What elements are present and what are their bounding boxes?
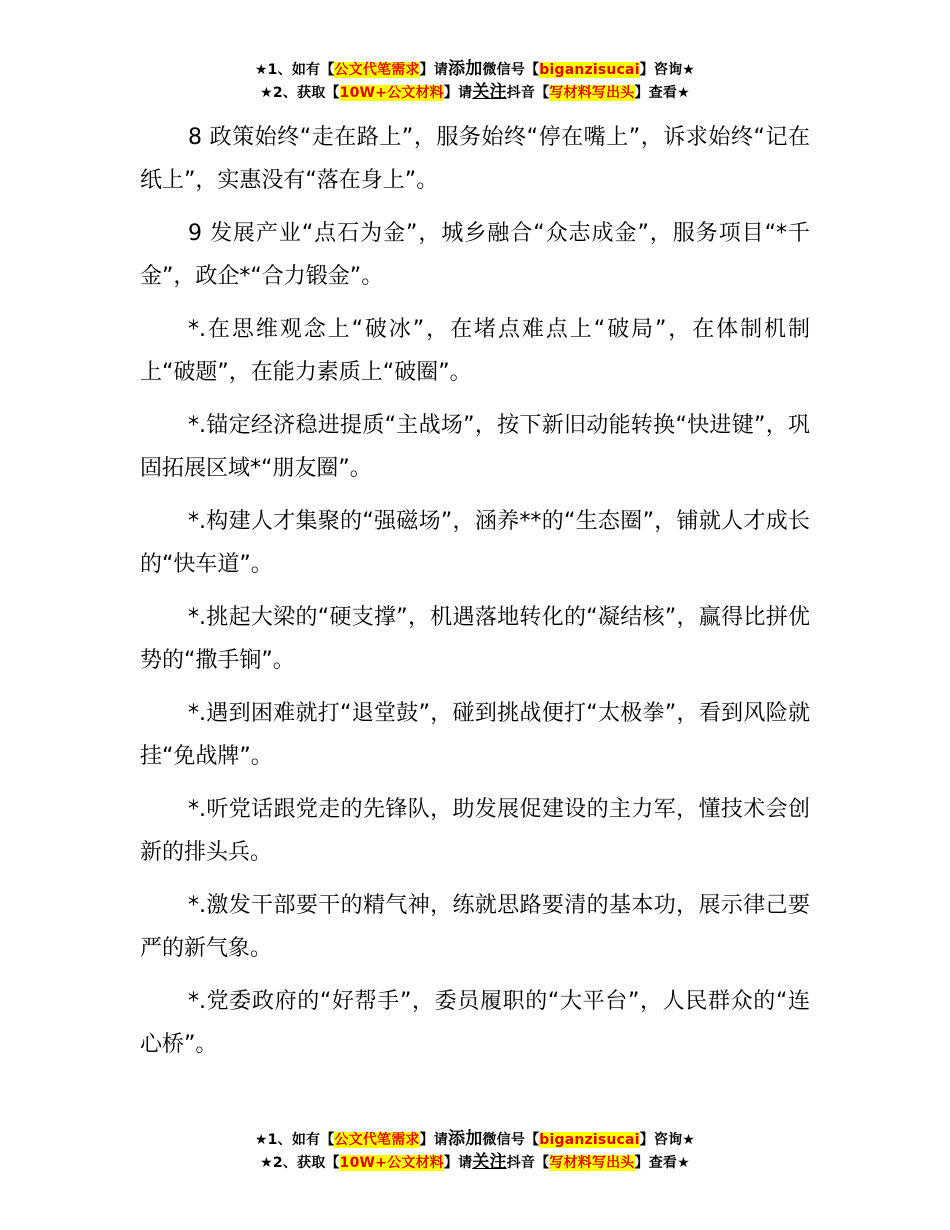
paragraph: 8 政策始终“走在路上”，服务始终“停在嘴上”，诉求始终“记在纸上”，实惠没有“落在身上”。 <box>140 125 810 193</box>
promo-line-1 <box>0 58 950 81</box>
promo-line-2 <box>0 1151 950 1174</box>
promo-highlight: 公文代笔需求 <box>334 1132 420 1148</box>
promo-text: ★1、如有【 <box>254 62 335 78</box>
footer-promo-banner <box>0 1128 950 1174</box>
promo-text: 】请 <box>419 62 449 78</box>
paragraph: 9 发展产业“点石为金”，城乡融合“众志成金”，服务项目“*千金”，政企*“合力锻金”。 <box>140 221 810 289</box>
promo-text: 】请 <box>443 85 473 101</box>
paragraph: *.构建人才集聚的“强磁场”，涵养**的“生态圈”，铺就人才成长的“快车道”。 <box>140 509 810 577</box>
promo-highlight-wechat-id: biganzisucai <box>539 1132 640 1148</box>
paragraph: *.锚定经济稳进提质“主战场”，按下新旧动能转换“快进键”，巩固拓展区域*“朋友圈”。 <box>140 413 810 481</box>
promo-emphasis: 关注 <box>472 1152 507 1172</box>
promo-highlight-douyin-id: 写材料写出头 <box>549 1155 635 1171</box>
paragraph: *.听党话跟党走的先锋队，助发展促建设的主力军，懂技术会创新的排头兵。 <box>140 797 810 865</box>
promo-line-2 <box>0 81 950 104</box>
promo-text: ★2、获取【 <box>260 85 340 101</box>
promo-text: 】查看★ <box>634 1155 690 1171</box>
promo-text: 微信号【 <box>482 1132 540 1148</box>
promo-emphasis: 关注 <box>472 82 507 102</box>
promo-text: 】咨询★ <box>639 62 696 78</box>
promo-highlight: 10W+公文材料 <box>339 85 444 101</box>
paragraph: *.激发干部要干的精气神，练就思路要清的基本功，展示律己要严的新气象。 <box>140 893 810 961</box>
paragraph: *.遇到困难就打“退堂鼓”，碰到挑战便打“太极拳”，看到风险就挂“免战牌”。 <box>140 701 810 769</box>
document-body <box>140 116 810 1076</box>
promo-emphasis: 添加 <box>448 59 483 79</box>
promo-text: 抖音【 <box>506 85 550 101</box>
header-promo-banner <box>0 58 950 104</box>
promo-highlight: 10W+公文材料 <box>339 1155 444 1171</box>
promo-text: 】咨询★ <box>639 1132 696 1148</box>
paragraph: *.挑起大梁的“硬支撑”，机遇落地转化的“凝结核”，赢得比拼优势的“撒手锏”。 <box>140 605 810 673</box>
promo-text: 抖音【 <box>506 1155 550 1171</box>
promo-highlight-wechat-id: biganzisucai <box>539 62 640 78</box>
promo-emphasis: 添加 <box>448 1129 483 1149</box>
paragraph: *.在思维观念上“破冰”，在堵点难点上“破局”，在体制机制上“破题”，在能力素质上“破圈”。 <box>140 317 810 385</box>
promo-text: 】请 <box>419 1132 449 1148</box>
promo-text: ★1、如有【 <box>254 1132 335 1148</box>
promo-highlight: 公文代笔需求 <box>334 62 420 78</box>
promo-line-1 <box>0 1128 950 1151</box>
promo-text: 】查看★ <box>634 85 690 101</box>
promo-highlight-douyin-id: 写材料写出头 <box>549 85 635 101</box>
promo-text: ★2、获取【 <box>260 1155 340 1171</box>
paragraph: *.党委政府的“好帮手”，委员履职的“大平台”，人民群众的“连心桥”。 <box>140 989 810 1057</box>
promo-text: 微信号【 <box>482 62 540 78</box>
promo-text: 】请 <box>443 1155 473 1171</box>
